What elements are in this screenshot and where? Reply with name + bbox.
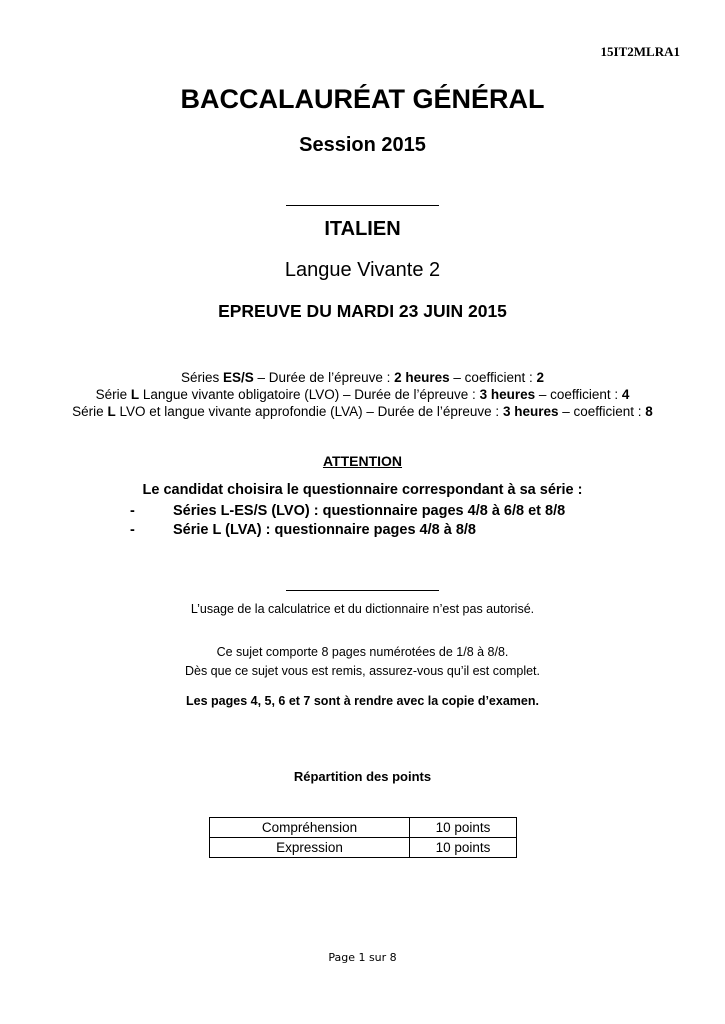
session-label: Session 2015 (299, 134, 426, 156)
series-segment: Séries (181, 370, 224, 385)
bullet-marker: - (130, 503, 135, 519)
series-segment: L (130, 387, 140, 402)
points-heading: Répartition des points (293, 769, 432, 784)
series-segment: ES/S (223, 370, 254, 385)
points-table (209, 817, 517, 858)
series-segment: 2 heures (394, 370, 450, 385)
exam-date: EPREUVE DU MARDI 23 JUIN 2015 (218, 301, 507, 321)
series-line (0, 370, 725, 385)
table-cell-value: 10 points (410, 818, 517, 838)
pages-info: Ce sujet comporte 8 pages numérotées de 1/8 à 8/8. (216, 645, 509, 659)
series-line (0, 404, 725, 419)
list-item (130, 503, 565, 519)
divider (286, 205, 439, 206)
series-segment: 4 (621, 387, 630, 402)
series-segment: Série (72, 404, 108, 419)
series-segment: 3 heures (479, 387, 536, 402)
series-segment: Série (95, 387, 131, 402)
usage-note: L’usage de la calculatrice et du dictionnaire n’est pas autorisé. (190, 602, 535, 616)
table-cell-label: Compréhension (210, 818, 410, 838)
series-segment: – coefficient : (558, 404, 646, 419)
table-cell-label: Expression (210, 838, 410, 858)
series-segment: 8 (645, 404, 653, 419)
exam-title: BACCALAURÉAT GÉNÉRAL (180, 84, 545, 114)
series-line (0, 387, 725, 402)
table-row (210, 838, 517, 858)
bullet-marker: - (130, 522, 135, 538)
list-item-text: Série L (LVA) : questionnaire pages 4/8 à 8/8 (173, 522, 476, 538)
list-item-text: Séries L-ES/S (LVO) : questionnaire pages 4/8 à 6/8 et 8/8 (173, 503, 566, 519)
return-pages-note: Les pages 4, 5, 6 et 7 sont à rendre avec la copie d’examen. (186, 694, 539, 708)
page-number: Page 1 sur 8 (328, 951, 397, 964)
list-item (130, 522, 476, 538)
table-cell-value: 10 points (410, 838, 517, 858)
series-segment: – coefficient : (535, 387, 622, 402)
series-segment: LVO et langue vivante approfondie (LVA) – Durée de l’épreuve : (115, 404, 503, 419)
divider (286, 590, 439, 591)
series-segment: 2 (536, 370, 544, 385)
attention-heading: ATTENTION (322, 453, 403, 469)
subject-title: ITALIEN (324, 218, 401, 240)
series-segment: – coefficient : (449, 370, 537, 385)
series-segment: L (107, 404, 116, 419)
series-segment: – Durée de l’épreuve : (253, 370, 395, 385)
series-segment: Langue vivante obligatoire (LVO) – Durée de l’épreuve : (139, 387, 480, 402)
document-code: 15IT2MLRA1 (600, 44, 680, 59)
table-row (210, 818, 517, 838)
attention-text: Le candidat choisira le questionnaire correspondant à sa série : (142, 482, 583, 498)
series-segment: 3 heures (502, 404, 559, 419)
language-level: Langue Vivante 2 (284, 259, 441, 281)
completeness-note: Dès que ce sujet vous est remis, assurez-vous qu’il est complet. (184, 664, 540, 678)
